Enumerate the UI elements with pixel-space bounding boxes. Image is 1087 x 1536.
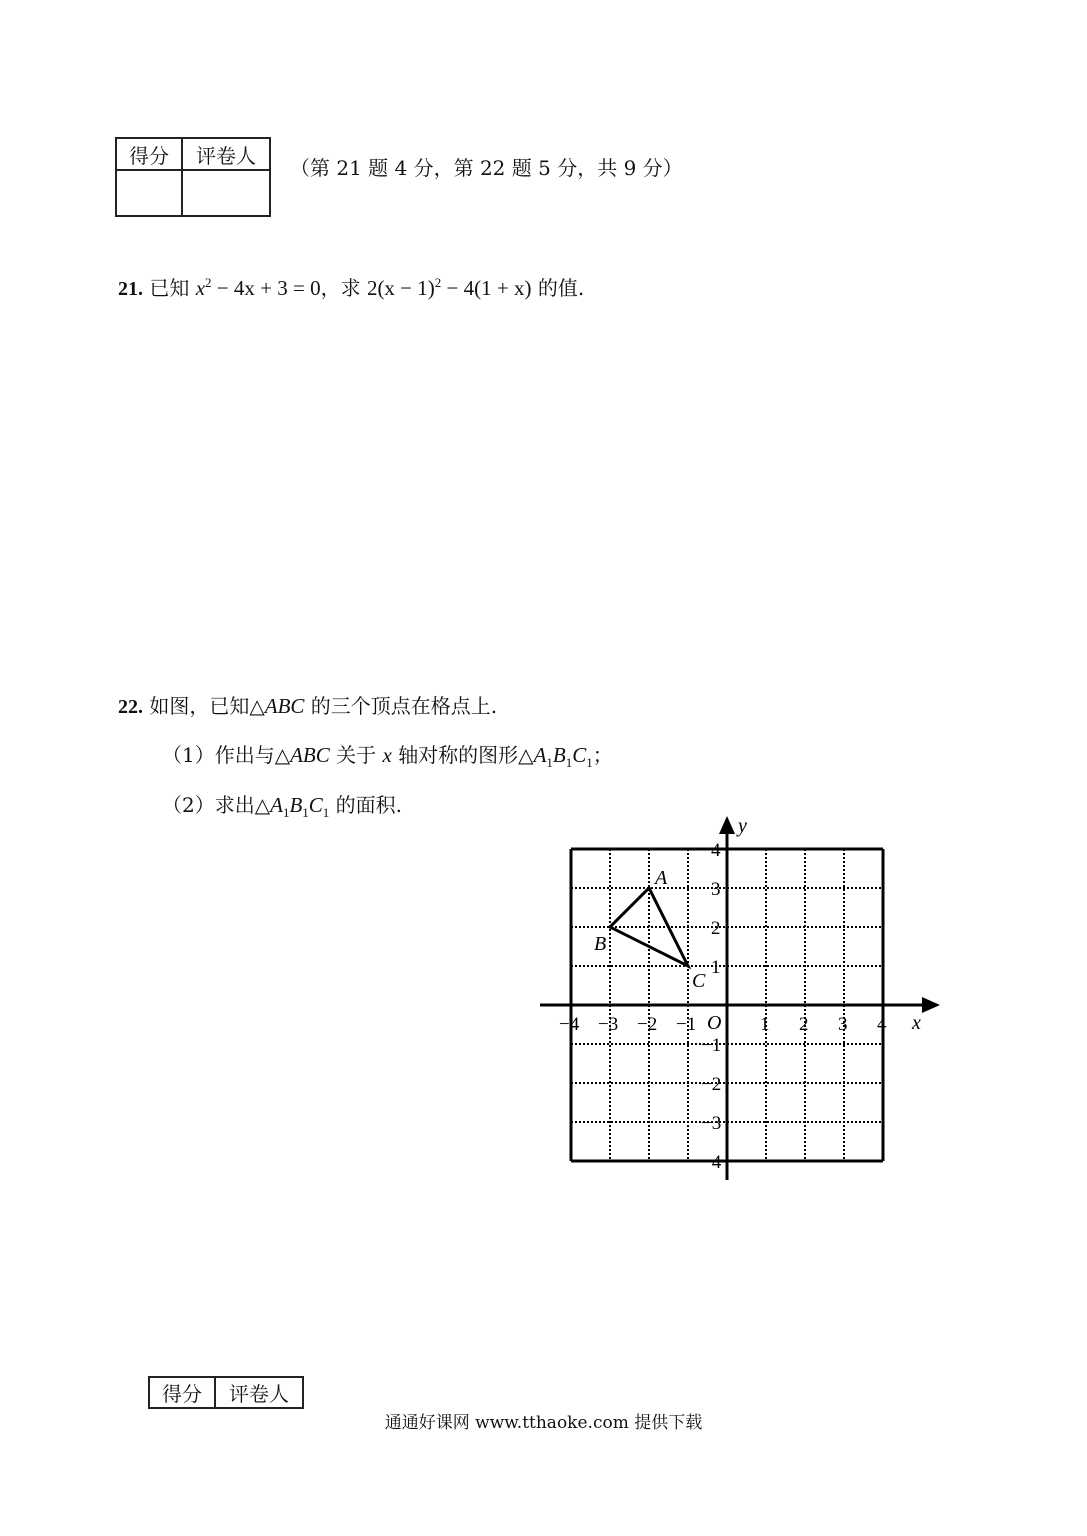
- vertex-point-c: [687, 965, 690, 968]
- score-table-bottom: [148, 1376, 304, 1409]
- q22-intro: 如图，已知△: [149, 694, 265, 718]
- vertex-label-a: A: [655, 867, 668, 889]
- vertex-label-c: C: [692, 970, 706, 992]
- x-tick-label: 1: [760, 1014, 770, 1035]
- score-label: 得分: [149, 1377, 215, 1408]
- y-tick-label: 4: [711, 840, 721, 861]
- coordinate-grid-figure: [530, 810, 950, 1190]
- y-tick-label: 2: [711, 918, 721, 939]
- footer-text: 通通好课网 www.tthaoke.com 提供下载: [384, 1413, 703, 1433]
- question-22: [118, 692, 497, 721]
- y-tick-label: 1: [711, 957, 721, 978]
- x-tick-label: 2: [799, 1014, 809, 1035]
- q22-part1: （1）作出与△ABC 关于 x 轴对称的图形$\triangle A_1B_1C_1$；: [162, 743, 613, 771]
- vertex-point-a: [648, 887, 651, 890]
- q21-intro: 已知: [149, 276, 190, 300]
- y-tick-label: −3: [701, 1113, 722, 1134]
- question-number: 21.: [118, 278, 143, 300]
- q22-part2: （2）求出$\triangle A_1B_1C_1$ 的面积.: [162, 793, 402, 821]
- grader-label: 评卷人: [182, 138, 270, 170]
- y-axis-arrow: [719, 816, 735, 834]
- x-tick-label: −4: [559, 1014, 580, 1035]
- q21-expression: $2(x - 1)^2 - 4(1 + x)$: [366, 275, 532, 300]
- x-tick-label: 3: [838, 1014, 848, 1035]
- x-tick-label: −1: [676, 1014, 697, 1035]
- q21-comma: ，求: [320, 276, 361, 300]
- q21-tail: 的值.: [537, 276, 585, 300]
- grader-cell[interactable]: [182, 170, 270, 216]
- q22-intro-tail: 的三个顶点在格点上.: [310, 694, 498, 718]
- axes: [540, 816, 940, 1180]
- section-note: （第 21 题 4 分，第 22 题 5 分，共 9 分）: [290, 156, 683, 180]
- x-tick-label: −2: [637, 1014, 658, 1035]
- score-table-top: [115, 137, 271, 217]
- x-axis-label: x: [912, 1012, 921, 1034]
- x-tick-label: 4: [877, 1014, 887, 1035]
- x-axis-arrow: [922, 997, 940, 1013]
- y-axis-label: y: [738, 815, 747, 837]
- y-tick-label: −2: [701, 1074, 722, 1095]
- question-number: 22.: [118, 696, 143, 718]
- grader-label: 评卷人: [215, 1377, 303, 1408]
- score-label: 得分: [116, 138, 182, 170]
- vertex-point-b: [609, 926, 612, 929]
- y-tick-label: 3: [711, 879, 721, 900]
- y-tick-label: −1: [701, 1035, 722, 1056]
- origin-label: O: [707, 1012, 722, 1034]
- q22-triangle: ABC: [264, 694, 305, 718]
- question-21: [118, 269, 584, 303]
- score-cell[interactable]: [116, 170, 182, 216]
- y-tick-label: −4: [701, 1152, 722, 1173]
- q21-condition: $x^2 - 4x + 3 = 0$: [195, 275, 321, 300]
- x-tick-label: −3: [598, 1014, 619, 1035]
- vertex-label-b: B: [594, 933, 607, 955]
